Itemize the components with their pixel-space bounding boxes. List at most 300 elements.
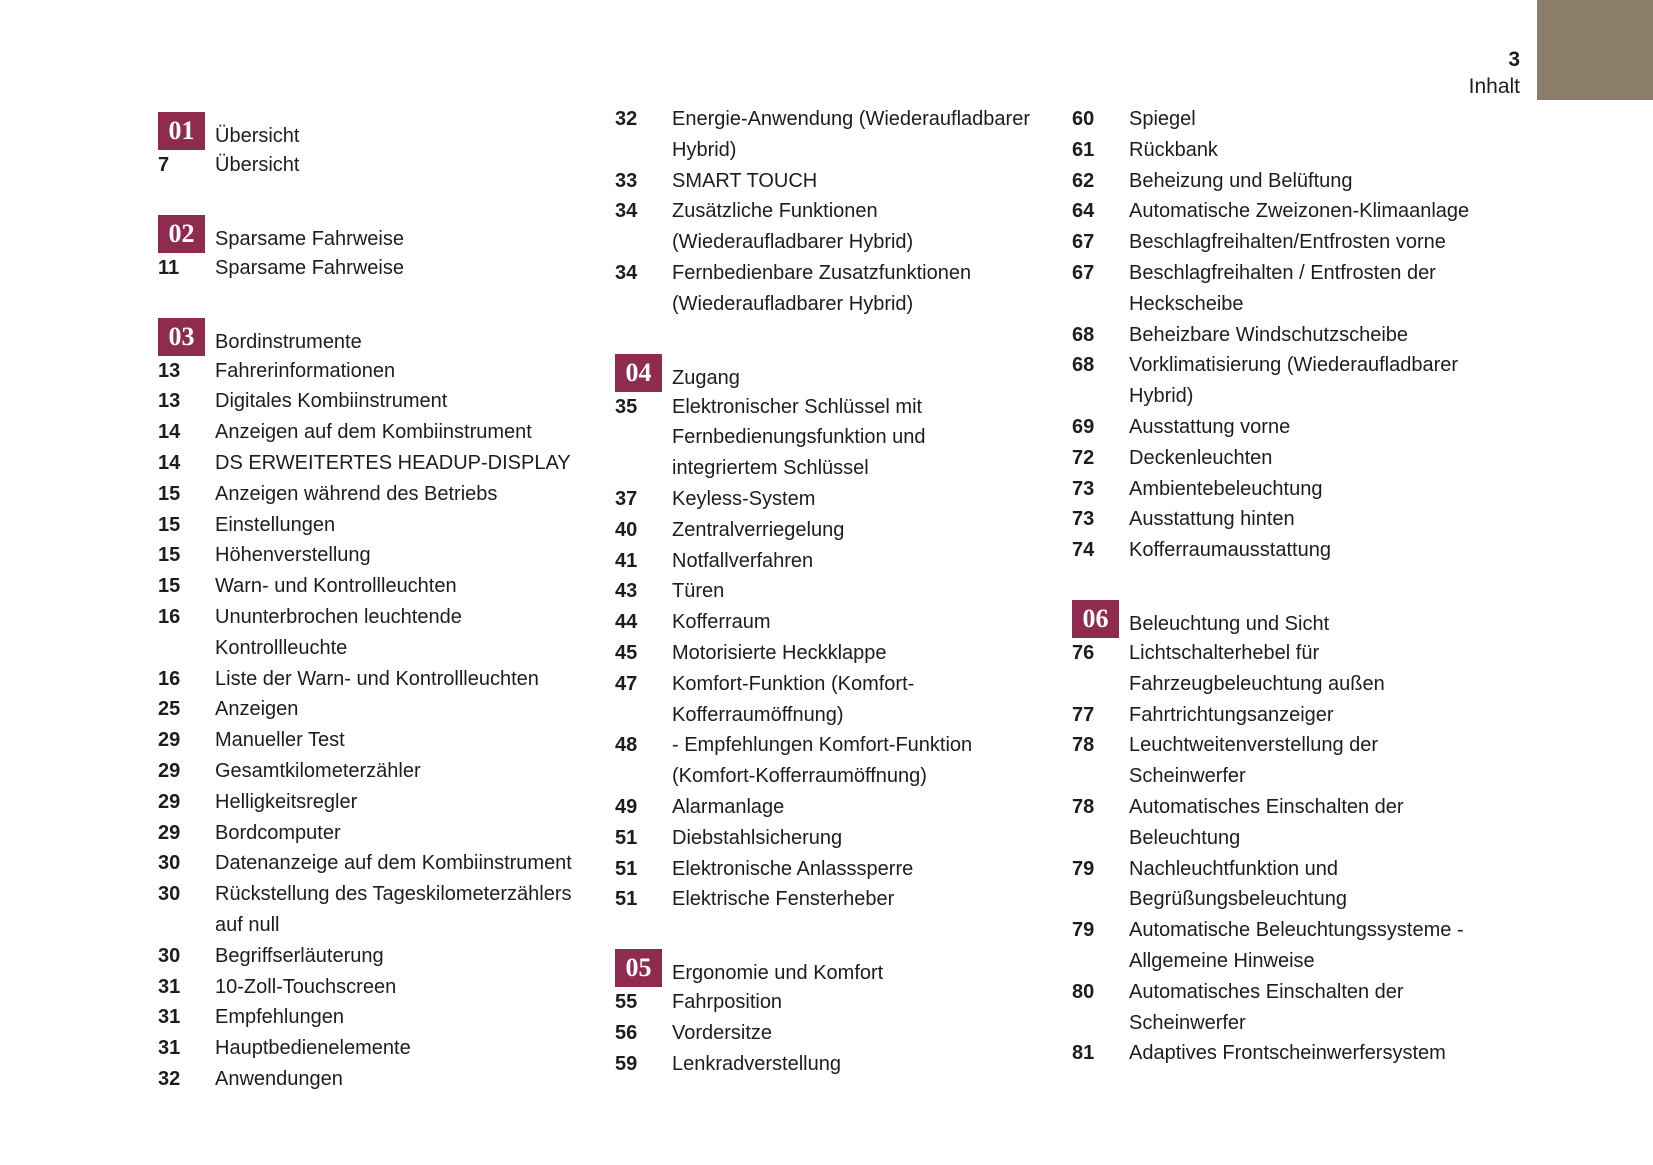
toc-entry xyxy=(615,546,1065,577)
entry-text-line: Übersicht xyxy=(215,154,300,176)
toc-entry xyxy=(158,253,608,284)
entry-text-line: Ausstattung hinten xyxy=(1129,508,1295,531)
entry-page-number: 31 xyxy=(158,1037,181,1060)
section-title: Beleuchtung und Sicht xyxy=(1129,612,1330,635)
entry-page-number: 35 xyxy=(615,395,638,418)
entry-text-line: Kofferraumausstattung xyxy=(1129,539,1331,562)
entry-text-line: (Komfort-Kofferraumöffnung) xyxy=(672,765,927,788)
entry-title xyxy=(1129,104,1196,135)
entry-text-line: Kontrollleuchte xyxy=(215,636,348,659)
toc-section-heading xyxy=(158,318,608,356)
toc-entry xyxy=(1072,320,1522,351)
entry-page-number: 60 xyxy=(1072,108,1095,130)
entry-page-number: 15 xyxy=(158,482,181,505)
entry-text-line: Heckscheibe xyxy=(1129,292,1244,315)
entry-title xyxy=(1129,977,1404,1039)
entry-title xyxy=(672,638,887,669)
toc-entry xyxy=(158,1064,608,1095)
entry-page-number: 29 xyxy=(158,759,181,782)
toc-entry xyxy=(158,848,608,879)
toc-entry xyxy=(158,479,608,510)
entry-text-line: Keyless-System xyxy=(672,487,816,510)
entry-title xyxy=(1129,915,1464,977)
entry-title xyxy=(215,756,421,787)
entry-title xyxy=(215,150,299,181)
corner-decoration-block xyxy=(1537,0,1653,100)
toc-entry xyxy=(158,818,608,849)
toc-entry xyxy=(158,1002,608,1033)
entry-title xyxy=(1129,474,1322,505)
entry-text-line: Beschlagfreihalten / Entfrosten der xyxy=(1129,261,1436,284)
toc-entry xyxy=(615,638,1065,669)
entry-title xyxy=(215,253,404,284)
entry-text-line: Beheizbare Windschutzscheibe xyxy=(1129,323,1409,346)
entry-text-line: Motorisierte Heckklappe xyxy=(672,641,887,664)
toc-entry xyxy=(158,694,608,725)
entry-title xyxy=(672,515,844,546)
entry-text-line: Helligkeitsregler xyxy=(215,790,358,813)
entry-title xyxy=(215,1064,343,1095)
entry-title xyxy=(1129,638,1385,700)
entry-text-line: Beschlagfreihalten/Entfrosten vorne xyxy=(1129,231,1446,254)
entry-page-number: 15 xyxy=(158,513,181,536)
entry-page-number: 55 xyxy=(615,991,638,1014)
entry-page-number: 13 xyxy=(158,390,181,413)
toc-entry xyxy=(615,854,1065,885)
toc-entry xyxy=(615,392,1065,484)
entry-page-number: 15 xyxy=(158,575,181,598)
entry-title xyxy=(215,540,371,571)
entry-title xyxy=(672,987,782,1018)
entry-title xyxy=(672,1018,772,1049)
entry-text-line: integriertem Schlüssel xyxy=(672,457,869,480)
entry-page-number: 29 xyxy=(158,729,181,752)
entry-page-number: 16 xyxy=(158,605,181,628)
entry-page-number: 68 xyxy=(1072,323,1095,346)
entry-title xyxy=(672,166,817,197)
entry-title xyxy=(215,787,357,818)
toc-entry xyxy=(158,540,608,571)
entry-page-number: 45 xyxy=(615,641,638,664)
toc-entry xyxy=(615,669,1065,731)
entry-title xyxy=(215,417,532,448)
entry-text-line: Sparsame Fahrweise xyxy=(215,256,404,279)
entry-page-number: 30 xyxy=(158,944,181,967)
section-title: Bordinstrumente xyxy=(215,330,362,353)
entry-text-line: Vordersitze xyxy=(672,1021,773,1044)
entry-page-number: 51 xyxy=(615,888,638,911)
entry-page-number: 69 xyxy=(1072,415,1095,438)
entry-page-number: 13 xyxy=(158,359,181,382)
toc-entry xyxy=(1072,977,1522,1039)
toc-entry xyxy=(615,258,1065,320)
entry-title xyxy=(215,386,447,417)
entry-title xyxy=(1129,196,1469,227)
entry-page-number: 14 xyxy=(158,421,181,444)
entry-title xyxy=(215,510,335,541)
entry-page-number: 61 xyxy=(1072,138,1095,161)
entry-page-number: 51 xyxy=(615,826,638,849)
toc-entry xyxy=(615,987,1065,1018)
entry-page-number: 32 xyxy=(615,108,638,130)
entry-text-line: (Wiederaufladbarer Hybrid) xyxy=(672,292,914,315)
section-title: Übersicht xyxy=(215,125,300,147)
toc-entry xyxy=(615,1049,1065,1080)
entry-text-line: Kofferraumöffnung) xyxy=(672,703,844,726)
entry-text-line: Scheinwerfer xyxy=(1129,1011,1246,1034)
entry-text-line: Gesamtkilometerzähler xyxy=(215,759,421,782)
entry-page-number: 30 xyxy=(158,883,181,906)
section-number-badge: 02 xyxy=(158,215,205,253)
entry-title xyxy=(215,602,462,664)
toc-entry xyxy=(1072,792,1522,854)
toc-entry xyxy=(1072,104,1522,135)
entry-text-line: Spiegel xyxy=(1129,108,1196,130)
entry-text-line: Datenanzeige auf dem Kombiinstrument xyxy=(215,852,572,875)
toc-column-2 xyxy=(615,104,1065,1080)
toc-entry xyxy=(158,941,608,972)
entry-text-line: Elektronische Anlasssperre xyxy=(672,857,914,880)
entry-text-line: Automatisches Einschalten der xyxy=(1129,980,1404,1003)
entry-page-number: 51 xyxy=(615,857,638,880)
entry-title xyxy=(1129,135,1218,166)
entry-text-line: Nachleuchtfunktion und xyxy=(1129,857,1339,880)
entry-page-number: 81 xyxy=(1072,1042,1095,1065)
entry-text-line: Kofferraum xyxy=(672,611,771,634)
entry-page-number: 72 xyxy=(1072,446,1095,469)
entry-title xyxy=(215,356,395,387)
entry-title xyxy=(215,972,396,1003)
entry-text-line: Hauptbedienelemente xyxy=(215,1037,411,1060)
entry-page-number: 73 xyxy=(1072,477,1095,500)
entry-page-number: 78 xyxy=(1072,795,1095,818)
entry-text-line: Automatische Beleuchtungssysteme - xyxy=(1129,919,1464,942)
entry-page-number: 67 xyxy=(1072,261,1095,284)
toc-entry xyxy=(158,756,608,787)
entry-text-line: Digitales Kombiinstrument xyxy=(215,390,448,413)
entry-text-line: Elektrische Fensterheber xyxy=(672,888,895,911)
entry-text-line: Bordcomputer xyxy=(215,821,341,844)
toc-entry xyxy=(615,730,1065,792)
entry-page-number: 73 xyxy=(1072,508,1095,531)
page-header xyxy=(1469,46,1520,100)
entry-page-number: 56 xyxy=(615,1021,638,1044)
entry-title xyxy=(215,694,298,725)
toc-entry xyxy=(1072,412,1522,443)
entry-page-number: 67 xyxy=(1072,231,1095,254)
entry-text-line: Alarmanlage xyxy=(672,795,785,818)
entry-text-line: Einstellungen xyxy=(215,513,336,536)
entry-text-line: Vorklimatisierung (Wiederaufladbarer xyxy=(1129,354,1459,377)
entry-page-number: 79 xyxy=(1072,857,1095,880)
toc-section-heading xyxy=(158,112,608,150)
entry-title xyxy=(672,884,894,915)
toc-entry xyxy=(1072,535,1522,566)
entry-text-line: Zusätzliche Funktionen xyxy=(672,200,878,223)
entry-title xyxy=(1129,700,1334,731)
toc-entry xyxy=(158,356,608,387)
toc-entry xyxy=(1072,166,1522,197)
entry-page-number: 30 xyxy=(158,852,181,875)
entry-page-number: 29 xyxy=(158,790,181,813)
toc-entry xyxy=(158,510,608,541)
entry-text-line: Empfehlungen xyxy=(215,1006,344,1029)
entry-title xyxy=(1129,504,1295,535)
entry-title xyxy=(1129,258,1436,320)
toc-entry xyxy=(1072,227,1522,258)
entry-text-line: Fahrtrichtungsanzeiger xyxy=(1129,703,1334,726)
entry-text-line: Diebstahlsicherung xyxy=(672,826,843,849)
entry-text-line: Hybrid) xyxy=(1129,385,1194,408)
entry-text-line: Ambientebeleuchtung xyxy=(1129,477,1323,500)
entry-page-number: 62 xyxy=(1072,169,1095,192)
entry-page-number: 74 xyxy=(1072,539,1095,562)
toc-entry xyxy=(158,664,608,695)
toc-entry xyxy=(615,515,1065,546)
entry-title xyxy=(1129,320,1408,351)
section-title: Ergonomie und Komfort xyxy=(672,962,884,985)
entry-page-number: 34 xyxy=(615,200,638,223)
toc-entry xyxy=(1072,443,1522,474)
toc-entry xyxy=(1072,915,1522,977)
entry-text-line: Anwendungen xyxy=(215,1067,343,1090)
entry-text-line: DS ERWEITERTES HEADUP-DISPLAY xyxy=(215,451,571,474)
entry-page-number: 41 xyxy=(615,549,638,572)
section-number-badge: 01 xyxy=(158,112,205,150)
toc-entry xyxy=(158,972,608,1003)
entry-text-line: Anzeigen xyxy=(215,698,299,721)
entry-page-number: 59 xyxy=(615,1052,638,1075)
toc-entry xyxy=(158,150,608,181)
entry-text-line: Komfort-Funktion (Komfort- xyxy=(672,672,915,695)
entry-title xyxy=(672,792,784,823)
entry-text-line: Fernbedienungsfunktion und xyxy=(672,426,926,449)
entry-text-line: Adaptives Frontscheinwerfersystem xyxy=(1129,1042,1446,1065)
toc-entry xyxy=(615,576,1065,607)
entry-title xyxy=(672,730,972,792)
entry-page-number: 78 xyxy=(1072,734,1095,757)
toc-entry xyxy=(1072,1038,1522,1069)
entry-title xyxy=(215,571,457,602)
toc-entry xyxy=(1072,504,1522,535)
entry-page-number: 14 xyxy=(158,451,181,474)
entry-title xyxy=(1129,792,1404,854)
entry-title xyxy=(215,818,341,849)
entry-title xyxy=(215,1033,411,1064)
toc-entry xyxy=(1072,474,1522,505)
entry-text-line: Elektronischer Schlüssel mit xyxy=(672,395,923,418)
entry-text-line: Fahrzeugbeleuchtung außen xyxy=(1129,672,1385,695)
entry-title xyxy=(672,546,813,577)
entry-page-number: 32 xyxy=(158,1067,181,1090)
section-title: Zugang xyxy=(672,366,740,389)
toc-entry xyxy=(615,166,1065,197)
entry-title xyxy=(1129,227,1446,258)
toc-entry xyxy=(1072,350,1522,412)
entry-page-number: 80 xyxy=(1072,980,1095,1003)
toc-entry xyxy=(615,607,1065,638)
entry-page-number: 79 xyxy=(1072,919,1095,942)
toc-section-heading xyxy=(1072,600,1522,638)
section-number-badge: 06 xyxy=(1072,600,1119,638)
toc-entry xyxy=(1072,730,1522,792)
entry-title xyxy=(215,664,539,695)
entry-page-number: 31 xyxy=(158,975,181,998)
toc-entry xyxy=(1072,638,1522,700)
entry-text-line: Automatisches Einschalten der xyxy=(1129,795,1404,818)
section-title: Sparsame Fahrweise xyxy=(215,227,404,250)
entry-page-number: 44 xyxy=(615,611,638,634)
entry-page-number: 16 xyxy=(158,667,181,690)
entry-text-line: - Empfehlungen Komfort-Funktion xyxy=(672,734,973,757)
toc-column-3 xyxy=(1072,104,1522,1069)
entry-text-line: Notfallverfahren xyxy=(672,549,814,572)
toc-entry xyxy=(158,571,608,602)
entry-title xyxy=(672,196,913,258)
toc-section-heading xyxy=(615,949,1065,987)
entry-text-line: Scheinwerfer xyxy=(1129,765,1246,788)
section-number-badge: 05 xyxy=(615,949,662,987)
entry-page-number: 77 xyxy=(1072,703,1095,726)
entry-text-line: Lenkradverstellung xyxy=(672,1052,841,1075)
entry-page-number: 40 xyxy=(615,518,638,541)
entry-page-number: 34 xyxy=(615,261,638,284)
entry-text-line: 10-Zoll-Touchscreen xyxy=(215,975,397,998)
entry-text-line: auf null xyxy=(215,913,280,936)
entry-text-line: Beleuchtung xyxy=(1129,826,1241,849)
entry-page-number: 76 xyxy=(1072,641,1095,664)
entry-text-line: Deckenleuchten xyxy=(1129,446,1273,469)
entry-text-line: Automatische Zweizonen-Klimaanlage xyxy=(1129,200,1470,223)
entry-title xyxy=(215,848,572,879)
entry-text-line: Ausstattung vorne xyxy=(1129,415,1291,438)
toc-entry xyxy=(1072,135,1522,166)
toc-entry xyxy=(1072,258,1522,320)
entry-title xyxy=(672,607,771,638)
toc-entry xyxy=(615,104,1065,166)
entry-text-line: Zentralverriegelung xyxy=(672,518,845,541)
entry-title xyxy=(672,669,914,731)
entry-page-number: 49 xyxy=(615,795,638,818)
entry-text-line: Anzeigen auf dem Kombiinstrument xyxy=(215,421,532,444)
toc-entry xyxy=(158,417,608,448)
toc-entry xyxy=(158,448,608,479)
entry-text-line: (Wiederaufladbarer Hybrid) xyxy=(672,231,914,254)
entry-text-line: Begriffserläuterung xyxy=(215,944,384,967)
entry-text-line: Fahrposition xyxy=(672,991,783,1014)
entry-title xyxy=(215,725,345,756)
entry-title xyxy=(215,448,571,479)
entry-text-line: Liste der Warn- und Kontrollleuchten xyxy=(215,667,539,690)
entry-title xyxy=(1129,1038,1446,1069)
entry-text-line: Anzeigen während des Betriebs xyxy=(215,482,498,505)
entry-text-line: Lichtschalterhebel für xyxy=(1129,641,1320,664)
entry-text-line: Beheizung und Belüftung xyxy=(1129,169,1353,192)
entry-title xyxy=(1129,535,1331,566)
entry-text-line: Allgemeine Hinweise xyxy=(1129,949,1315,972)
entry-text-line: SMART TOUCH xyxy=(672,169,818,192)
entry-page-number: 43 xyxy=(615,580,638,603)
toc-section-heading xyxy=(158,215,608,253)
header-chapter-label: Inhalt xyxy=(1468,75,1520,98)
entry-text-line: Fernbedienbare Zusatzfunktionen xyxy=(672,261,972,284)
entry-title xyxy=(672,854,913,885)
toc-entry xyxy=(158,787,608,818)
entry-text-line: Energie-Anwendung (Wiederaufladbarer xyxy=(672,108,1030,130)
entry-text-line: Warn- und Kontrollleuchten xyxy=(215,575,457,598)
entry-title xyxy=(1129,443,1272,474)
toc-entry xyxy=(1072,854,1522,916)
entry-title xyxy=(1129,350,1458,412)
entry-title xyxy=(672,392,926,484)
entry-page-number: 47 xyxy=(615,672,638,695)
entry-page-number: 64 xyxy=(1072,200,1095,223)
toc-entry xyxy=(158,725,608,756)
entry-text-line: Ununterbrochen leuchtende xyxy=(215,605,462,628)
entry-page-number: 33 xyxy=(615,169,638,192)
entry-text-line: Leuchtweitenverstellung der xyxy=(1129,734,1379,757)
entry-page-number: 7 xyxy=(158,154,170,176)
toc-entry xyxy=(158,879,608,941)
entry-title xyxy=(215,879,571,941)
toc-column-1 xyxy=(158,112,608,1095)
entry-text-line: Begrüßungsbeleuchtung xyxy=(1129,888,1347,911)
entry-title xyxy=(1129,166,1353,197)
toc-entry xyxy=(615,196,1065,258)
toc-entry xyxy=(1072,196,1522,227)
entry-title xyxy=(215,479,497,510)
entry-page-number: 15 xyxy=(158,544,181,567)
entry-title xyxy=(672,823,842,854)
entry-title xyxy=(1129,412,1290,443)
entry-text-line: Rückbank xyxy=(1129,138,1218,161)
entry-title xyxy=(672,484,815,515)
entry-title xyxy=(672,576,724,607)
toc-entry xyxy=(158,386,608,417)
entry-text-line: Rückstellung des Tageskilometerzählers xyxy=(215,883,572,906)
entry-title xyxy=(215,941,384,972)
entry-title xyxy=(672,104,1030,166)
entry-title xyxy=(1129,730,1378,792)
entry-title xyxy=(672,1049,841,1080)
entry-title xyxy=(215,1002,344,1033)
entry-text-line: Türen xyxy=(672,580,725,603)
section-number-badge: 04 xyxy=(615,354,662,392)
toc-entry xyxy=(158,1033,608,1064)
entry-page-number: 29 xyxy=(158,821,181,844)
entry-text-line: Manueller Test xyxy=(215,729,345,752)
entry-page-number: 25 xyxy=(158,698,181,721)
entry-text-line: Höhenverstellung xyxy=(215,544,371,567)
page-number: 3 xyxy=(1508,48,1520,71)
toc-entry xyxy=(158,602,608,664)
entry-title xyxy=(672,258,971,320)
toc-entry xyxy=(615,823,1065,854)
entry-page-number: 48 xyxy=(615,734,638,757)
entry-text-line: Fahrerinformationen xyxy=(215,359,396,382)
toc-entry xyxy=(615,1018,1065,1049)
section-number-badge: 03 xyxy=(158,318,205,356)
entry-text-line: Hybrid) xyxy=(672,138,737,161)
entry-page-number: 68 xyxy=(1072,354,1095,377)
toc-entry xyxy=(615,792,1065,823)
toc-entry xyxy=(615,884,1065,915)
toc-entry xyxy=(1072,700,1522,731)
toc-section-heading xyxy=(615,354,1065,392)
toc-entry xyxy=(615,484,1065,515)
entry-page-number: 11 xyxy=(158,256,180,279)
entry-title xyxy=(1129,854,1347,916)
